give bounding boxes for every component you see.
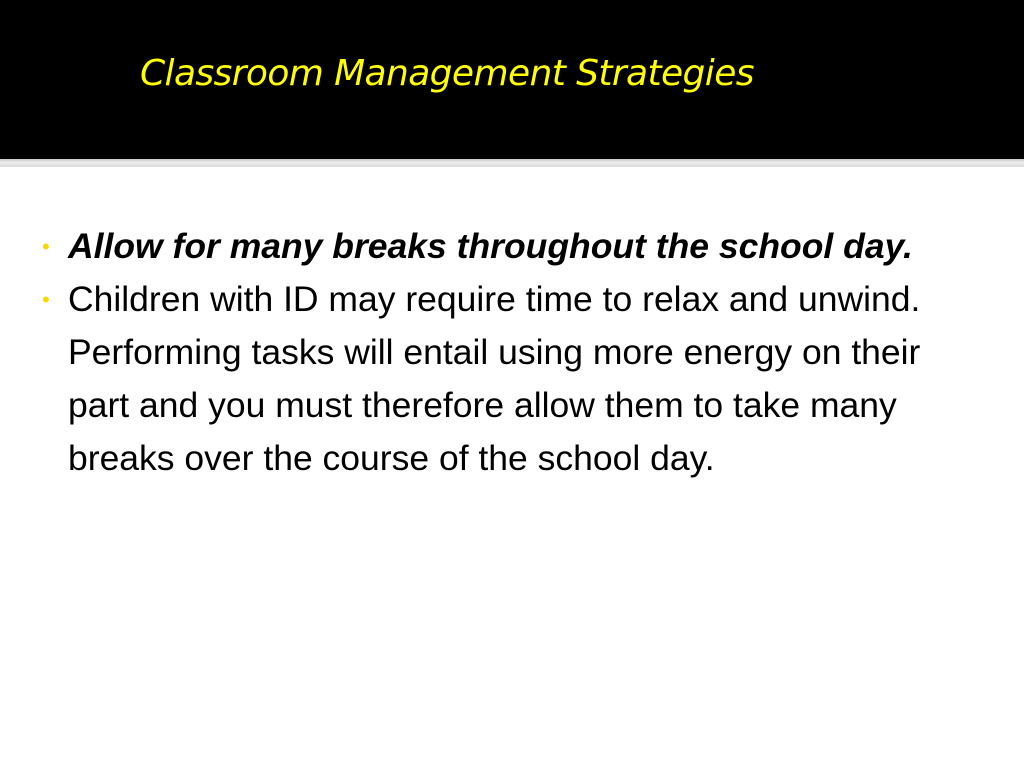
title-bar [0, 0, 1024, 159]
bullet-text: Children with ID may require time to relax and unwind. Performing tasks will entail using more energy on their part and you must therefore allow them to take many breaks over the course of the school day. [68, 279, 921, 478]
bullet-point-icon: • [42, 234, 50, 259]
title-divider [0, 159, 1024, 167]
bullet-list [0, 220, 1000, 485]
bullet-item-explanation [0, 273, 928, 485]
slide-title: Classroom Management Strategies [140, 53, 754, 94]
bullet-item-breaks [0, 220, 928, 273]
bullet-text: Allow for many breaks throughout the school day. [68, 226, 913, 266]
bullet-point-icon: • [42, 287, 50, 312]
